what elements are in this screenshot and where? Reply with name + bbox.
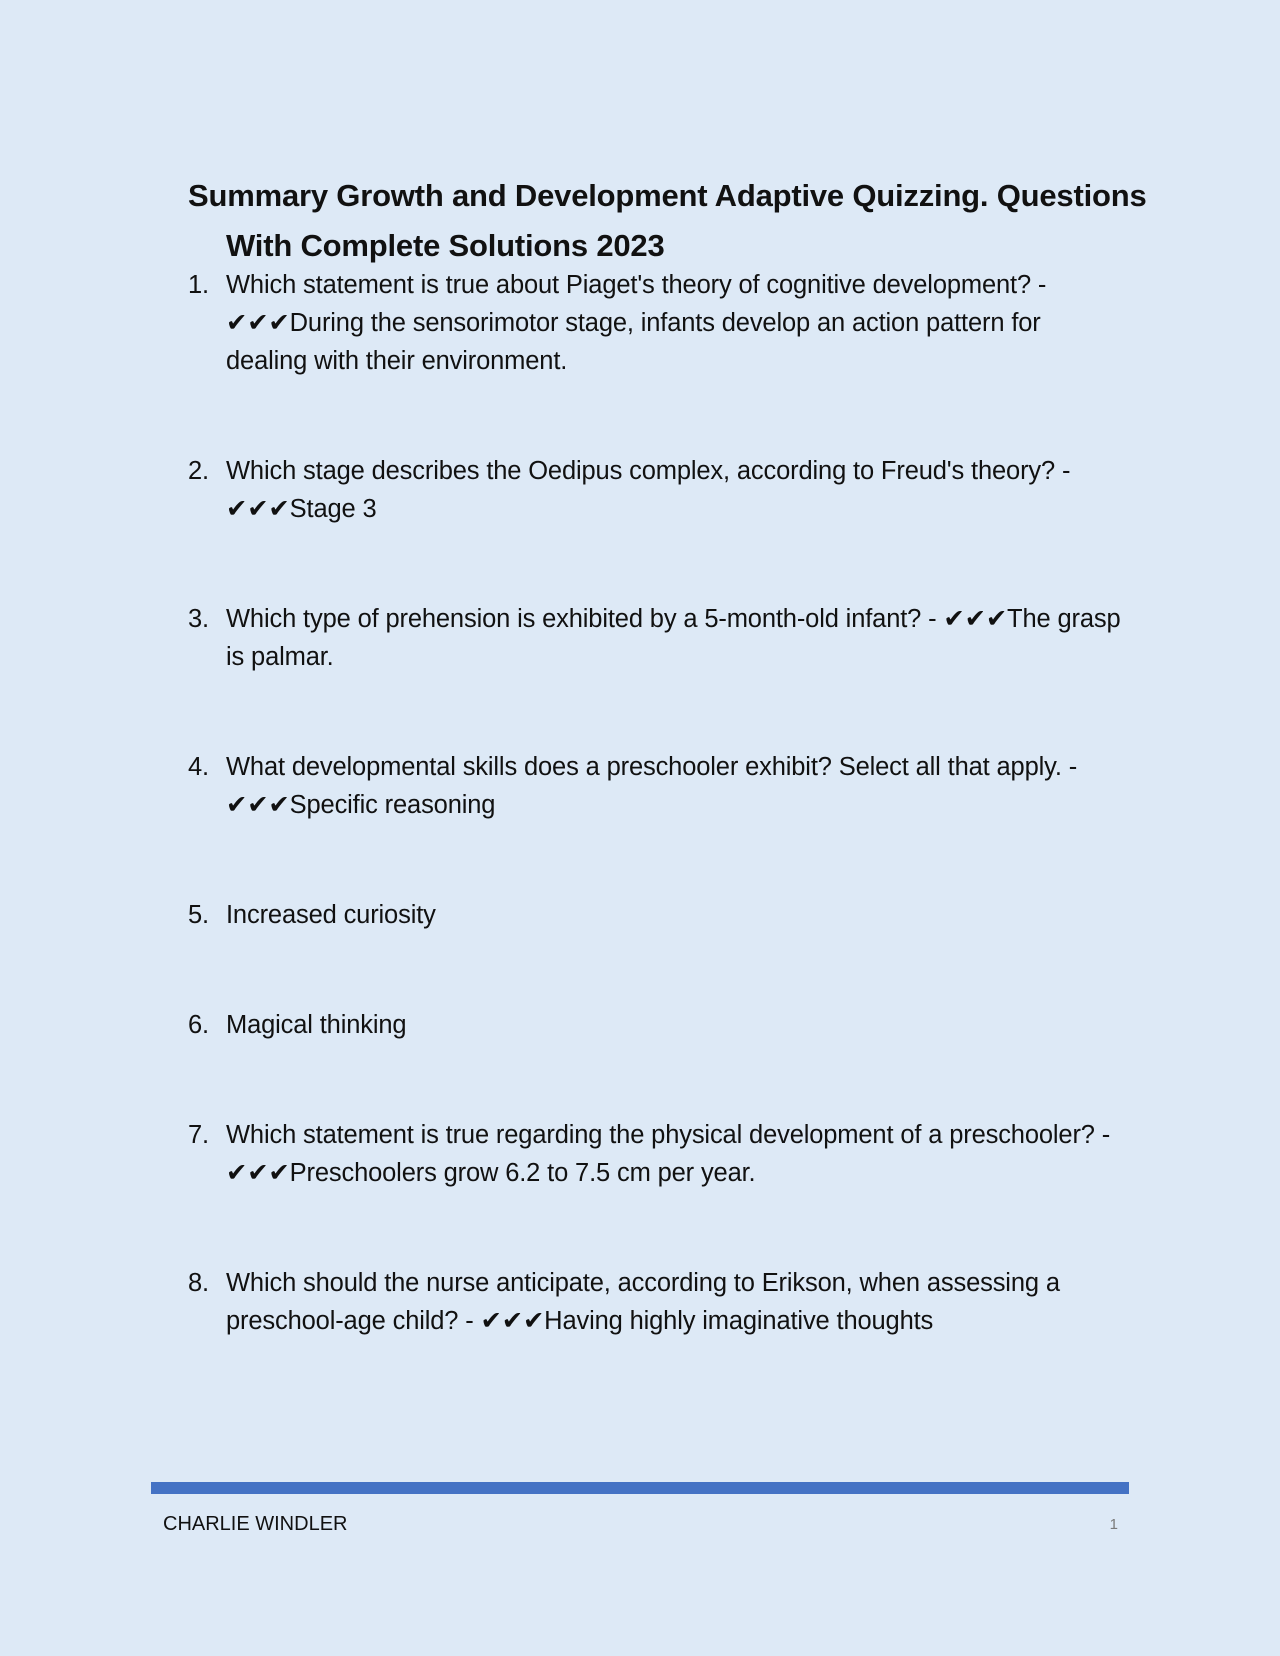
question-text: Increased curiosity	[226, 901, 436, 929]
question-item	[188, 452, 1128, 528]
question-number: 6.	[188, 1011, 209, 1039]
question-text: Which statement is true about Piaget's theory of cognitive development? - ✔✔✔During the sensorimotor stage, infants develop an action pattern for dealing with their environment.	[226, 271, 1047, 375]
question-number: 5.	[188, 901, 209, 929]
question-number: 8.	[188, 1269, 209, 1297]
question-number: 4.	[188, 753, 209, 781]
page-number: 1	[1109, 1516, 1118, 1533]
question-item	[188, 1116, 1128, 1192]
document-title: Summary Growth and Development Adaptive Quizzing. Questions With Complete Solutions 2023	[188, 177, 1147, 263]
question-text: Which type of prehension is exhibited by a 5-month-old infant? - ✔✔✔The grasp is palmar.	[226, 605, 1121, 671]
question-item	[188, 266, 1128, 380]
question-item	[188, 1264, 1128, 1340]
footer-author: CHARLIE WINDLER	[163, 1513, 348, 1535]
question-item	[188, 896, 1128, 934]
question-number: 7.	[188, 1121, 209, 1149]
question-item	[188, 1006, 1128, 1044]
question-text: What developmental skills does a preschooler exhibit? Select all that apply. - ✔✔✔Specific reasoning	[226, 753, 1078, 819]
question-number: 1.	[188, 271, 209, 299]
question-number: 2.	[188, 457, 209, 485]
question-item	[188, 600, 1128, 676]
question-number: 3.	[188, 605, 209, 633]
question-item	[188, 748, 1128, 824]
question-list	[188, 266, 1128, 1412]
question-text: Which should the nurse anticipate, according to Erikson, when assessing a preschool-age child? - ✔✔✔Having highly imaginative thoughts	[226, 1269, 1060, 1335]
question-text: Magical thinking	[226, 1011, 407, 1039]
footer-divider	[151, 1482, 1129, 1494]
question-text: Which stage describes the Oedipus complex, according to Freud's theory? - ✔✔✔Stage 3	[226, 457, 1071, 523]
question-text: Which statement is true regarding the physical development of a preschooler? - ✔✔✔Preschoolers grow 6.2 to 7.5 cm per year.	[226, 1121, 1111, 1187]
